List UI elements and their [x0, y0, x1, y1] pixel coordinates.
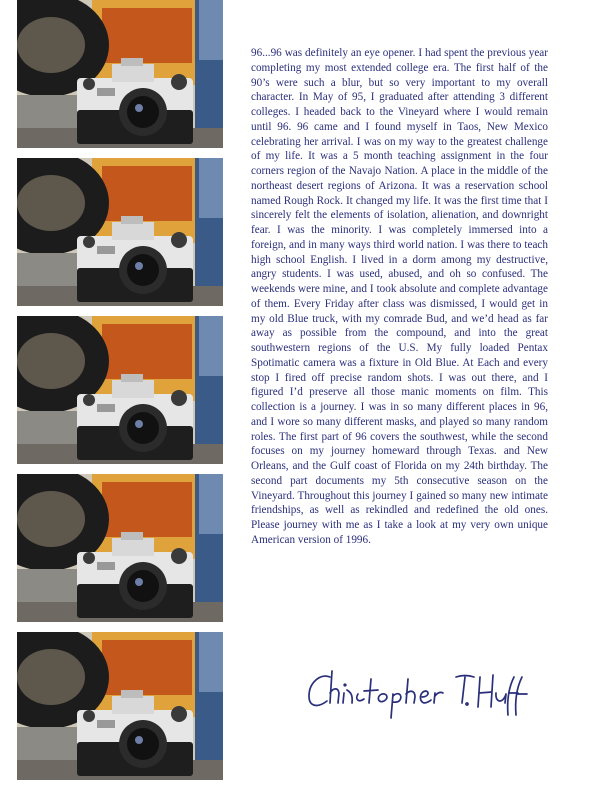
camera-photo-1 — [17, 0, 223, 148]
camera-photo-4 — [17, 474, 223, 622]
camera-image — [17, 474, 223, 622]
photo-strip — [17, 0, 223, 788]
camera-image — [17, 0, 223, 148]
camera-photo-5 — [17, 632, 223, 780]
camera-image — [17, 632, 223, 780]
intro-paragraph: 96...96 was definitely an eye opener. I had spent the previous year completing my most extended college era. The first half of the 90’s were such a blur, but so very important to my overall character. In May of 95, I graduated after attending 3 different colleges. I headed back to the Vineyard where I would remain until 96. 96 came and I found myself in Taos, New Mexico celebrating her arrival. I was on my way to the greatest challenge of my life. It was a 5 month teaching assignment in the four corners region of the Navajo Nation. A place in the middle of the northeast desert regions of Arizona. It was a reservation school named Rough Rock. It changed my life. It was the first time that I sincerely felt the elements of isolation, alienation, and downright fear. I was the minority. I was completely immersed into a foreign, and in many ways third world nation. I was there to teach high school English. I lived in a dorm among my destructive, angry students. I was used, abused, and oh so confused. The weekends were mine, and I took absolute and complete advantage of them. Every Friday after class was dismissed, I would get in my old Blue truck, with my comrade Bud, and we’d head as far away as possible from the compound, and into the great southwestern regions of the U.S. My fully loaded Pentax Spotimatic camera was a fixture in Old Blue. At Each and every stop I fired off precise random shots. I was out there, and I figured I’d preserve all those manic moments on film. This collection is a journey. I was in so many different places in 96, and I wore so many different masks, and played so many random roles. The first part of 96 covers the southwest, while the second focuses on my journey homeward through Texas. and New Orleans, and the Gulf coast of Florida on my 24th birthday. The second part documents my 5th consecutive season on the Vineyard. Throughout this journey I gained so many new intimate friendships, as well as rekindled and redefined the old ones. Please journey with me as I take a look at my very own unique American version of 1996. — [251, 47, 548, 546]
camera-image — [17, 158, 223, 306]
handwritten-signature — [300, 663, 530, 723]
camera-image — [17, 316, 223, 464]
camera-photo-2 — [17, 158, 223, 306]
camera-photo-3 — [17, 316, 223, 464]
